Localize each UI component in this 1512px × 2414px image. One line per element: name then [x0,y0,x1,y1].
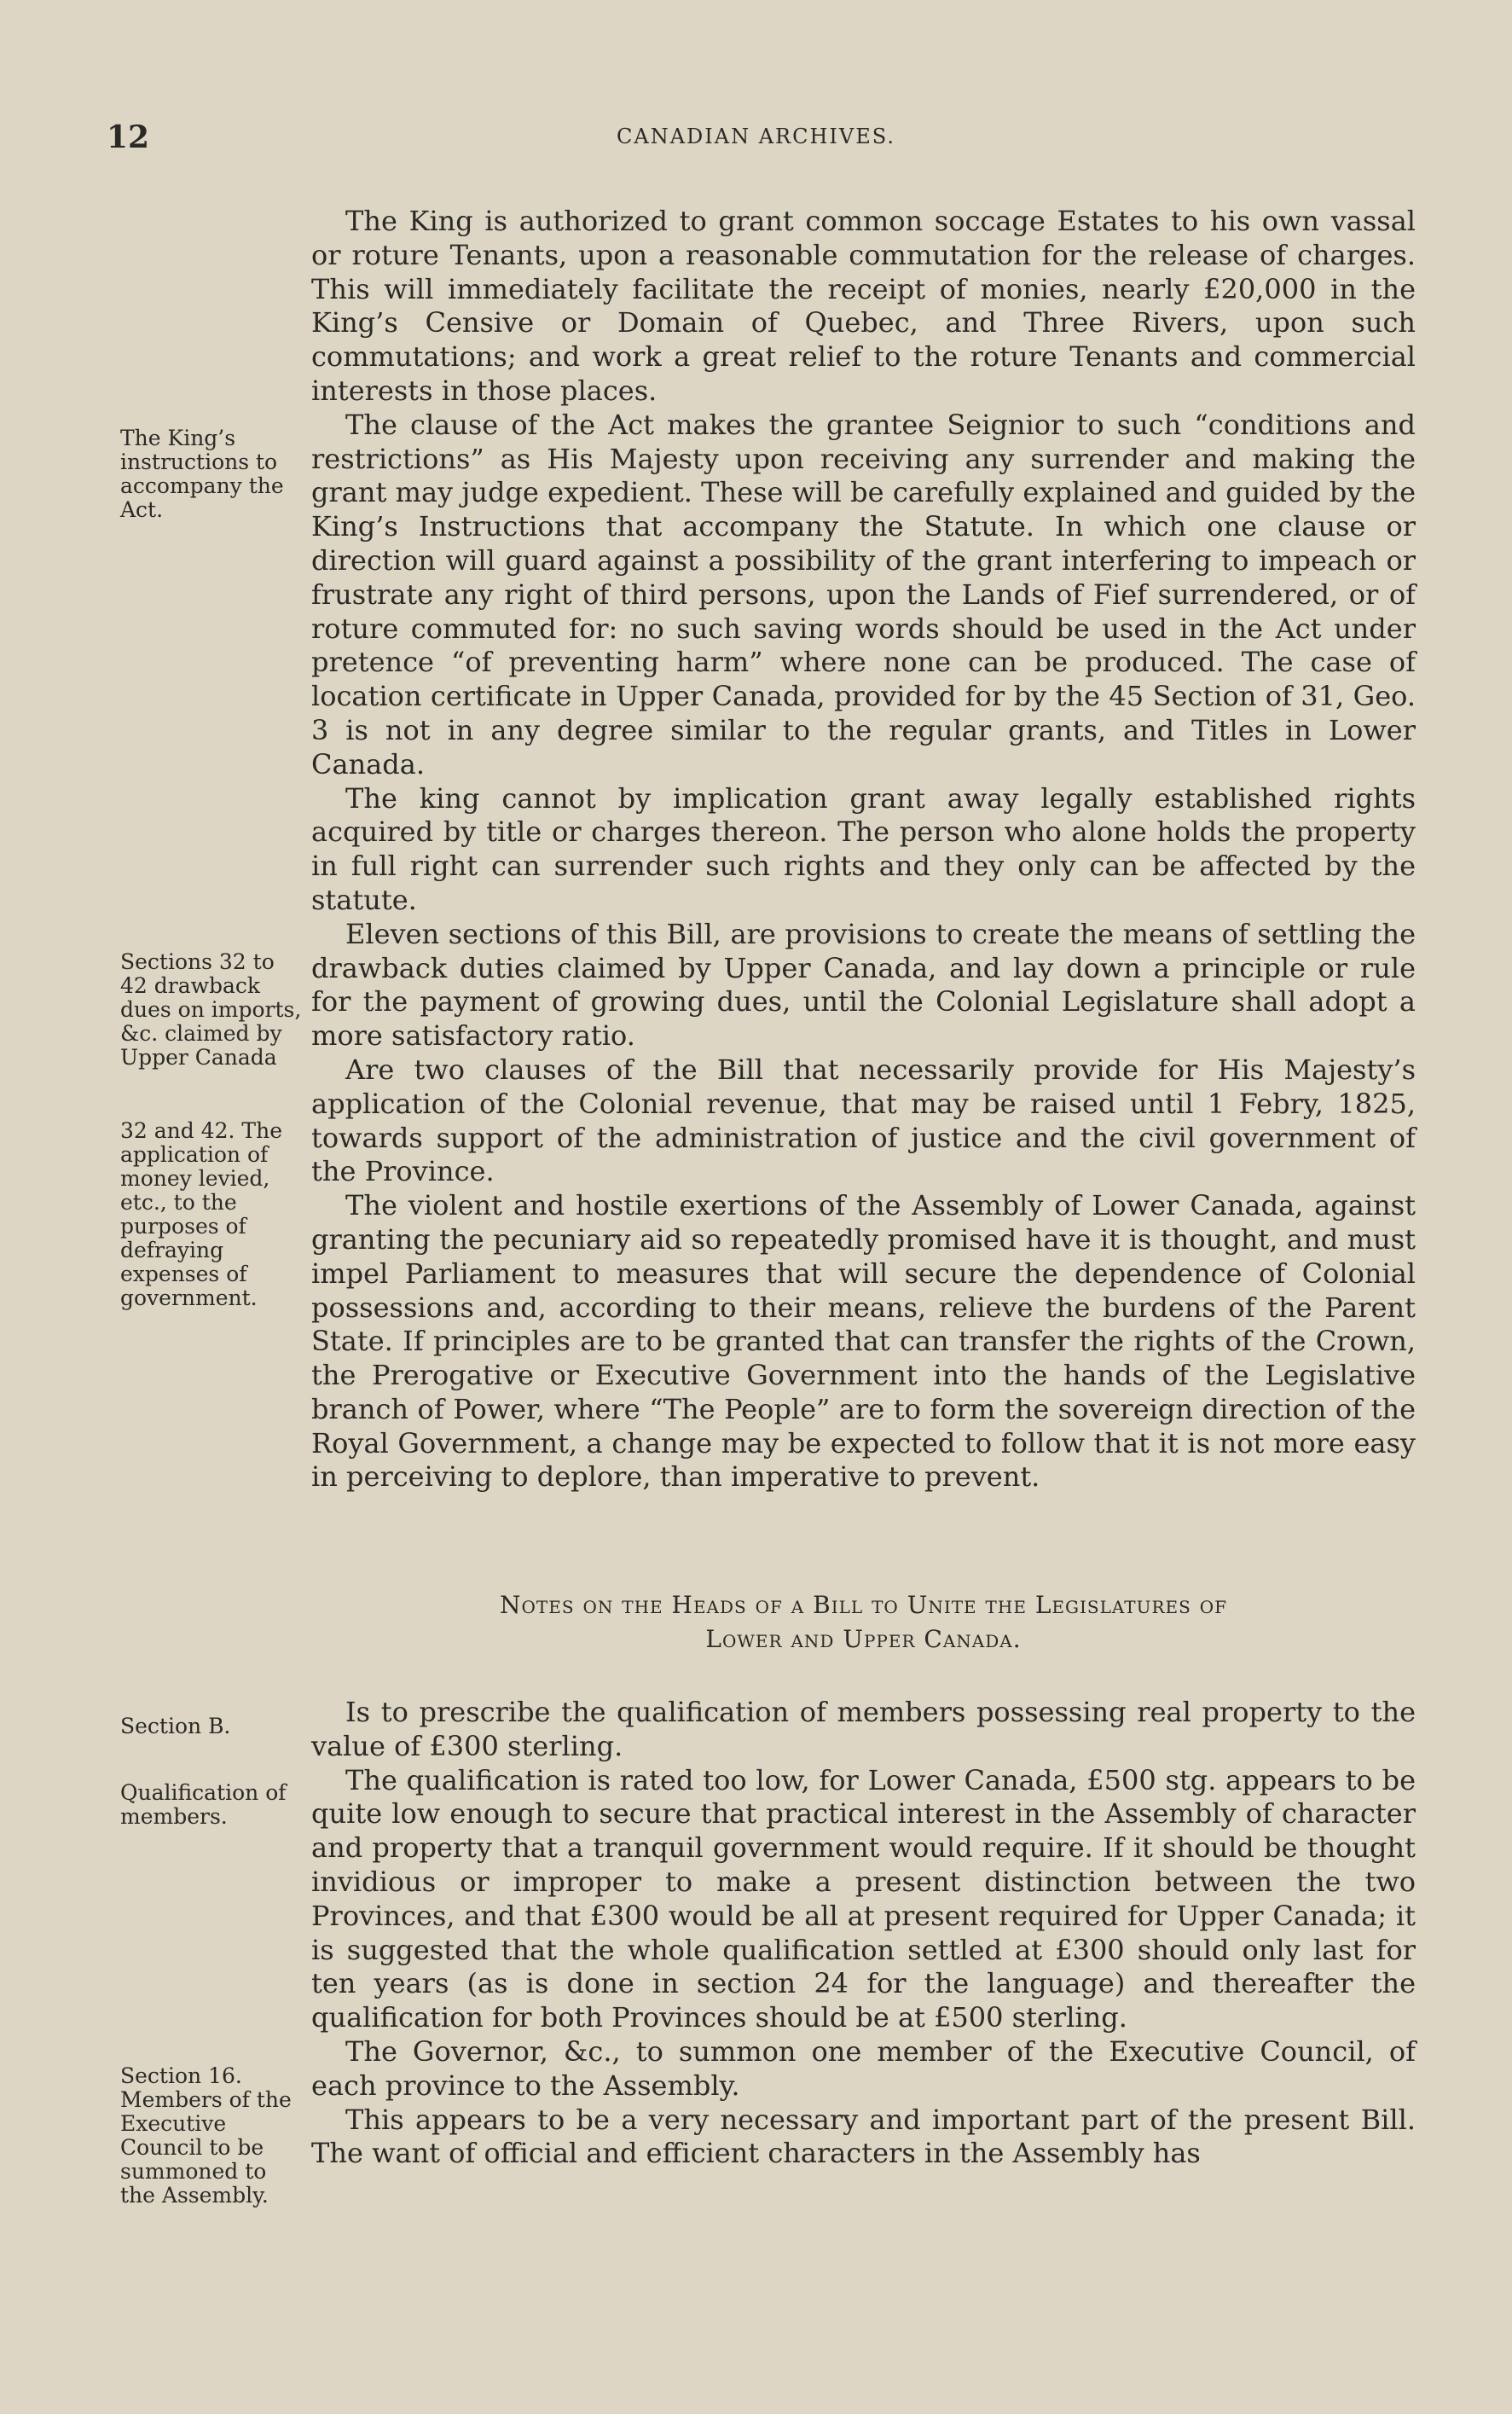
margin-note-section-16: Section 16. Members of the Executive Council to be summoned to the Assembly. [120,2063,292,2208]
paragraph-governor-summon: The Governor, &c., to summon one member of the Executive Council, of each province to the Assembly. [311,2034,1416,2102]
notes-heading-line-2: Lower and Upper Canada. [705,1625,1022,1653]
margin-note-drawback-sections: Sections 32 to 42 drawback dues on imports, &c. claimed by Upper Canada [120,949,302,1070]
paragraph-colonial-revenue: Are two clauses of the Bill that necessarily provide for His Majesty’s application of the Colonial revenue, that may be raised until 1 Febry, 1825, towards support of the administration of justice and the civil government of the Province. [311,1053,1416,1188]
notes-heading-line-1: Notes on the Heads of a Bill to Unite the Legislatures of [500,1591,1227,1619]
paragraph-necessary-part: This appears to be a very necessary and important part of the present Bill. The want of official and efficient characters in the Assembly has [311,2103,1416,2170]
margin-note-application-of-money: 32 and 42. The application of money levied, etc., to the purposes of defraying expenses of government. [120,1118,282,1310]
paragraph-conditions-restrictions: The clause of the Act makes the grantee Seignior to such “conditions and restrictions” as His Majesty upon receiving any surrender and making the grant may judge expedient. These will be carefully explained and guided by the King’s Instructions that accompany the Statute. In which one clause or direction will guard against a possibility of the grant interfering to impeach or frustrate any right of third persons, upon the Lands of Fief surrendered, or of roture commuted for: no such saving words should be used in the Act under pretence “of preventing harm” where none can be produced. The case of location certificate in Upper Canada, provided for by the 45 Section of 31, Geo. 3 is not in any degree similar to the regular grants, and Titles in Lower Canada. [311,408,1416,780]
body-section-2 [311,1696,1416,2171]
page-number: 12 [107,119,150,155]
paragraph-implication-grant: The king cannot by implication grant away legally established rights acquired by title or charges thereon. The person who alone holds the property in full right can surrender such rights and they only can be affected by the statute. [311,781,1416,916]
paragraph-drawback-duties: Eleven sections of this Bill, are provisions to create the means of settling the drawback duties claimed by Upper Canada, and lay down a principle or rule for the payment of growing dues, until the Colonial Legislature shall adopt a more satisfactory ratio. [311,917,1416,1053]
running-title: CANADIAN ARCHIVES. [617,125,895,148]
body-section-1 [311,205,1416,1494]
notes-heading [311,1588,1416,1657]
paragraph-soccage-estates: The King is authorized to grant common soccage Estates to his own vassal or roture Tenants, upon a reasonable commutation for the release of charges. This will immediately facilitate the receipt of monies, nearly £20,000 in the King’s Censive or Domain of Quebec, and Three Rivers, upon such commutations; and work a great relief to the roture Tenants and commercial interests in those places. [311,205,1416,407]
margin-note-kings-instructions: The King’s instructions to accompany the Act. [120,426,284,522]
margin-note-section-b: Section B. [120,1714,231,1738]
paragraph-assembly-exertions: The violent and hostile exertions of the Assembly of Lower Canada, against granting the pecuniary aid so repeatedly promised have it is thought, and must impel Parliament to measures that will secure the dependence of Colonial possessions and, according to their means, relieve the burdens of the Parent State. If principles are to be granted that can transfer the rights of the Crown, the Prerogative or Executive Government into the hands of the Legislative branch of Power, where “The People” are to form the sovereign direction of the Royal Government, a change may be expected to follow that it is not more easy in perceiving to deplore, than imperative to prevent. [311,1189,1416,1494]
paragraph-qualification-value: Is to prescribe the qualification of members possessing real property to the value of £300 sterling. [311,1696,1416,1762]
paragraph-qualification-rate: The qualification is rated too low, for Lower Canada, £500 stg. appears to be quite low enough to secure that practical interest in the Assembly of character and property that a tranquil government would require. If it should be thought invidious or improper to make a present distinction between the two Provinces, and that £300 would be all at present required for Upper Canada; it is suggested that the whole qualification settled at £300 should only last for ten years (as is done in section 24 for the language) and thereafter the qualification for both Provinces should be at £500 sterling. [311,1763,1416,2034]
margin-note-qualification: Qualification of members. [120,1780,287,1829]
